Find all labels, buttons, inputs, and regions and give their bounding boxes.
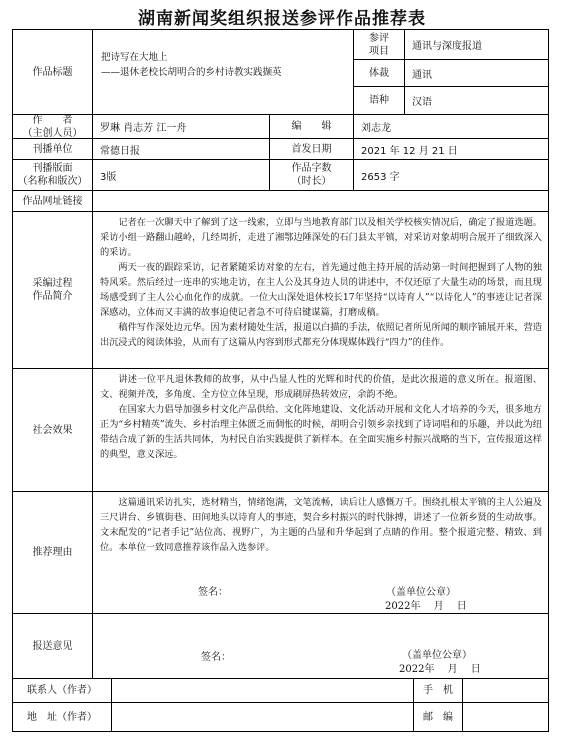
publisher-value: 常德日报 — [92, 138, 270, 160]
entry-category-label: 参评 项目 — [353, 29, 405, 60]
publisher-label: 刊播单位 — [12, 138, 93, 160]
phone-label: 手 机 — [413, 678, 463, 703]
process-paragraph: 稿件写作深处边元华。因为素材随处生活，报道以白描的手法，依照记者所见所闻的顺序铺展开来，营造出沉浸式的阅读体验，从而有了这篇从内容到形式都充分体现媒体践行“四力”的佳作。 — [100, 322, 542, 348]
process-label: 采编过程 作品简介 — [12, 211, 93, 369]
opinion-label: 报送意见 — [12, 613, 93, 679]
contact-label: 联系人（作者） — [12, 678, 112, 703]
first-publish-date-value: 2021 年 12 月 21 日 — [353, 138, 549, 160]
effect-paragraph: 在国家大力倡导加强乡村文化产品供给、文化阵地建设、文化活动开展和文化人才培养的今天，很多地方正为“乡村精英”流失、乡村治理主体匮乏而倜怅的时候，胡明合引领乡亲找到了诗词唱和的乐趣，并以此为纽带结合成了新的生活共同体，为村民自治实践提供了新样本。在全面实施乡村振兴战略的当下，宣传报道这样的典型，意义深远。 — [100, 404, 542, 460]
author-value: 罗琳 肖志芳 江一舟 — [92, 114, 270, 139]
reason-date: 2022年 月 日 — [385, 601, 467, 612]
page-label: 刊播版面 （名称和版次） — [12, 159, 93, 191]
entry-category-value: 通讯与深度报道 — [404, 29, 549, 60]
postcode-value[interactable] — [462, 702, 549, 732]
work-title-label: 作品标题 — [12, 29, 93, 115]
work-title-main: 把诗写在大地上 — [101, 52, 168, 63]
opinion-seal: （盖单位公章） — [402, 650, 472, 661]
form-title: 湖南新闻奖组织报送参评作品推荐表 — [138, 9, 426, 29]
opinion-sign-label: 签名： — [201, 652, 231, 663]
process-paragraph: 两天一夜的跟踪采访，记者紧随采访对象的左右，首先通过他主持开展的活动第一时间把握到了人物的独特风采。然后经过一连串的实地走访，在主人公及其身边人员的讲述中，不仅还原了大量生动的场景，而且现场感受到了主人公心血化作的成就。一位大山深处退休校长17年坚持“以诗育人”“以诗化人”的事迹让记者深深感动，立体而又丰满的故事迫使记者急不可待启键谋篇，打磨成稿。 — [100, 262, 542, 318]
editor-label: 编 辑 — [269, 114, 354, 139]
address-value[interactable] — [111, 702, 414, 732]
editor-value: 刘志龙 — [353, 114, 549, 139]
effect-label: 社会效果 — [12, 368, 93, 492]
author-label: 作 者 （主创人员） — [12, 114, 93, 139]
word-count-label: 作品字数 （时长） — [269, 159, 354, 191]
language-label: 语种 — [353, 86, 405, 115]
reason-sign-label: 签名： — [198, 587, 228, 598]
contact-value[interactable] — [111, 678, 414, 703]
effect-paragraph: 讲述一位平凡退休教师的故事，从中凸显人性的光辉和时代的价值，是此次报道的意义所在。报道图、文、视频并茂，多角度、全方位立体呈现，形成刷屏热转效应，余韵不绝。 — [100, 374, 542, 400]
first-publish-date-label: 首发日期 — [269, 138, 354, 160]
postcode-label: 邮 编 — [413, 702, 463, 732]
work-title-subtitle: ——退休老校长胡明合的乡村诗教实践撷英 — [101, 67, 282, 78]
genre-label: 体裁 — [353, 59, 405, 87]
phone-value[interactable] — [462, 678, 549, 703]
process-text — [92, 211, 549, 369]
page-value: 3版 — [92, 159, 270, 191]
process-paragraph: 记者在一次聊天中了解到了这一线索，立即与当地教育部门以及相关学校核实情况后，确定了报道选题。采访小组一路翻山越岭，几经周折，走进了湘鄂边陲深处的石门县太平镇，对采访对象胡明合展开了细致深入的采访。 — [100, 217, 542, 258]
word-count-value: 2653 字 — [353, 159, 549, 191]
effect-text — [92, 368, 549, 492]
reason-label: 推荐理由 — [12, 491, 93, 614]
reason-text — [92, 491, 549, 614]
genre-value: 通讯 — [404, 59, 549, 87]
link-value — [92, 190, 549, 212]
link-label: 作品网址链接 — [12, 190, 93, 212]
opinion-date: 2022年 月 日 — [399, 664, 481, 675]
language-value: 汉语 — [404, 86, 549, 115]
reason-paragraph: 这篇通讯采访扎实，选材精当，情绪饱满，文笔流畅，读后让人感慨万千。围绕扎根太平镇的主人公遍及三尺讲台、乡镇街巷、田间地头以诗育人的事迹，契合乡村振兴的时代脉搏，讲述了一位新乡贤的生动故事。文末配发的“记者手记”站位高、视野广，为主题的凸显和升华起到了点睛的作用。整个报道完整、精致、到位。本单位一致同意推荐该作品入选参评。 — [100, 497, 542, 553]
reason-seal: （盖单位公章） — [386, 587, 456, 598]
address-label: 地 址（作者） — [12, 702, 112, 732]
work-title-value — [92, 29, 354, 115]
